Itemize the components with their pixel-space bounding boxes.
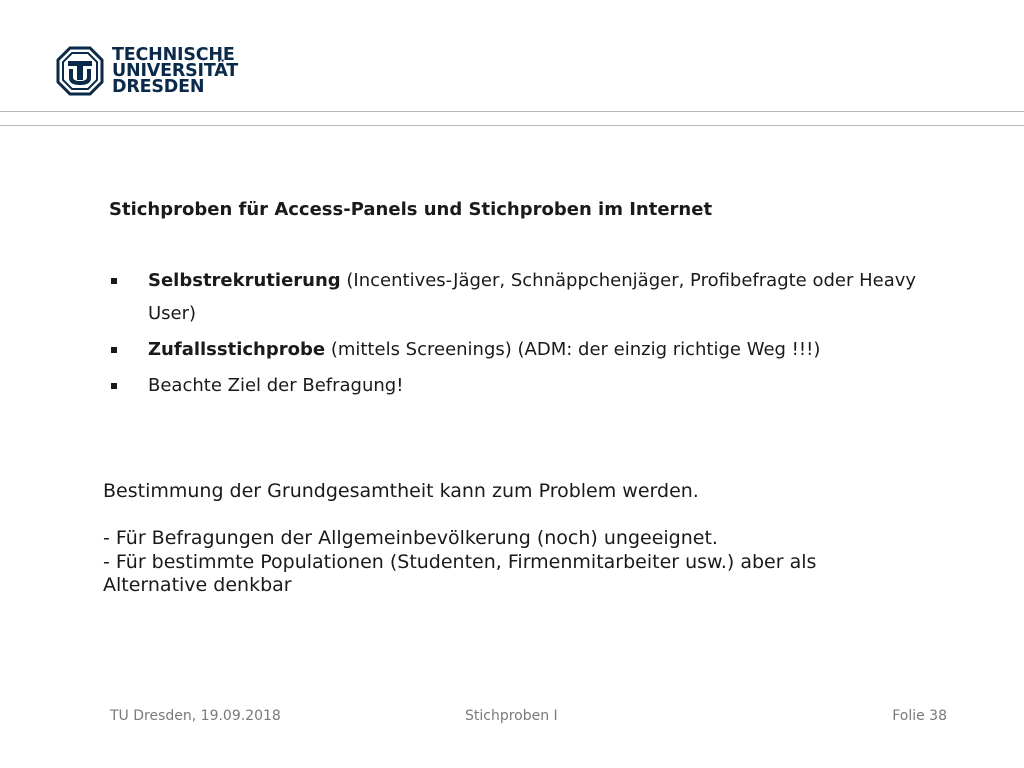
header-divider-bottom [0, 125, 1024, 126]
university-logo [56, 46, 238, 96]
bullet-text: (mittels Screenings) (ADM: der einzig richtige Weg !!!) [325, 339, 821, 360]
slide-title: Stichproben für Access-Panels und Stichproben im Internet [109, 199, 713, 220]
logo-line-3: DRESDEN [112, 77, 205, 97]
note-line: Alternative denkbar [103, 574, 292, 596]
footer-date: TU Dresden, 19.09.2018 [110, 708, 281, 724]
logo-line-1: TECHNISCHE [112, 45, 235, 65]
square-bullet-icon [111, 383, 117, 389]
bullet-item [109, 264, 939, 330]
logo-wordmark [112, 47, 238, 95]
footer-slide-number: Folie 38 [892, 708, 947, 724]
bullet-text: (Incentives-Jäger, Schnäppchenjäger, Profibefragte oder Heavy User) [148, 270, 917, 324]
bullet-keyword: Zufallsstichprobe [148, 339, 326, 360]
square-bullet-icon [111, 278, 117, 284]
note-line: Bestimmung der Grundgesamtheit kann zum Problem werden. [103, 480, 699, 502]
bullet-keyword: Selbstrekrutierung [148, 270, 341, 291]
square-bullet-icon [111, 347, 117, 353]
note-line: - Für bestimmte Populationen (Studenten, Firmenmitarbeiter usw.) aber als [103, 550, 817, 573]
bullet-text: Beachte Ziel der Befragung! [148, 375, 404, 396]
logo-line-2: UNIVERSITÄT [112, 61, 238, 81]
bullet-item [109, 333, 939, 366]
footer-topic: Stichproben I [465, 708, 558, 724]
note-line: - Für Befragungen der Allgemeinbevölkerung (noch) ungeeignet. [103, 527, 718, 549]
header-divider-top [0, 111, 1024, 112]
note-block [103, 480, 943, 598]
tu-dresden-logo-icon [56, 46, 104, 96]
bullet-item [109, 369, 939, 402]
bullet-list [109, 264, 939, 405]
